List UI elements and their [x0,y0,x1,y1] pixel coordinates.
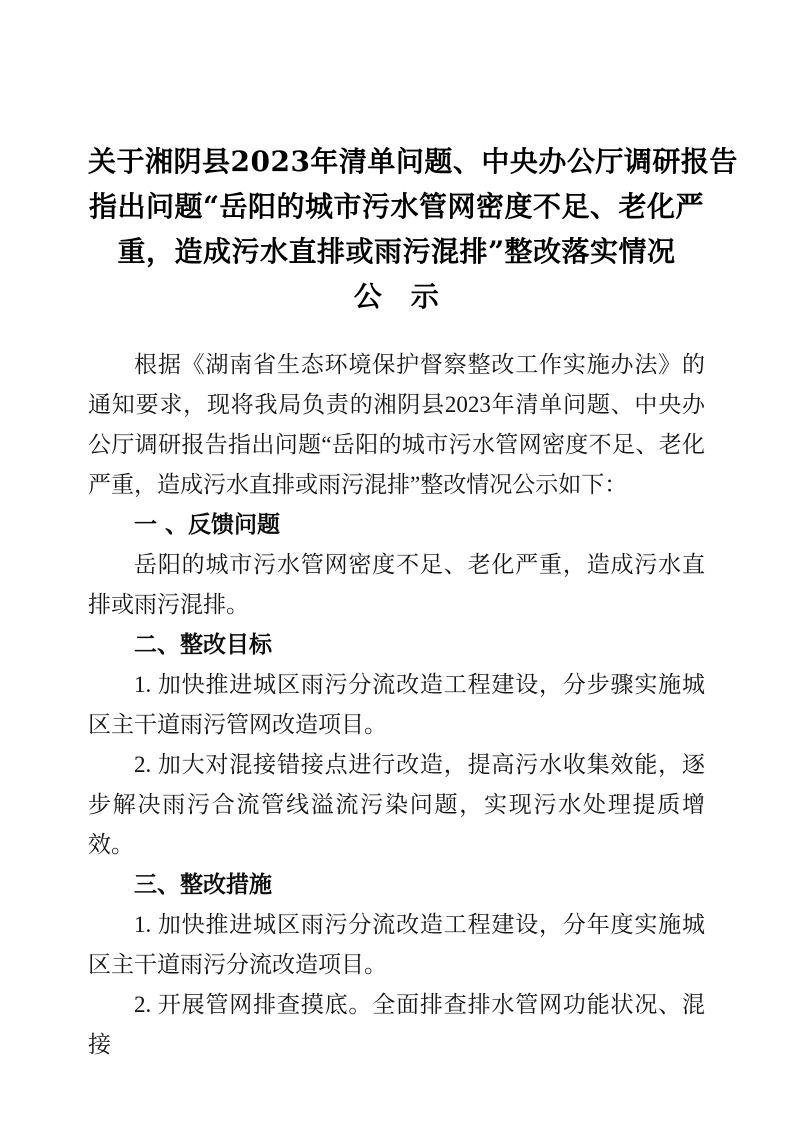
document-title [88,139,738,319]
section-2-paragraph-2: 2. 加大对混接错接点进行改造，提高污水收集效能，逐步解决雨污合流管线溢流污染问题，实现污水处理提质增效。 [88,752,705,857]
intro-paragraph: 根据《湖南省生态环境保护督察整改工作实施办法》的通知要求，现将我局负责的湘阴县2023年清单问题、中央办公厅调研报告指出问题“岳阳的城市污水管网密度不足、老化严重，造成污水直排或雨污混排”整改情况公示如下： [88,352,705,497]
document-body [88,345,705,1065]
section-2-paragraph-1: 1. 加快推进城区雨污分流改造工程建设，分步骤实施城区主干道雨污管网改造项目。 [88,672,705,737]
section-3-paragraph-2: 2. 开展管网排查摸底。全面排查排水管网功能状况、混接 [88,992,705,1057]
title-line-4: 公 示 [353,280,440,313]
section-1-paragraph-1: 岳阳的城市污水管网密度不足、老化严重，造成污水直排或雨污混排。 [88,552,705,617]
section-2-heading: 二、整改目标 [134,632,272,658]
title-line-1: 关于湘阴县2023年清单问题、中央办公厅调研报告 [88,145,738,178]
document-content [88,139,738,1065]
title-line-3: 重，造成污水直排或雨污混排”整改落实情况 [117,235,676,268]
section-3-heading: 三、整改措施 [134,872,272,898]
section-3-paragraph-1: 1. 加快推进城区雨污分流改造工程建设，分年度实施城区主干道雨污分流改造项目。 [88,912,705,977]
title-line-2: 指出问题“岳阳的城市污水管网密度不足、老化严 [88,190,705,223]
section-1-heading: 一 、反馈问题 [134,512,281,538]
